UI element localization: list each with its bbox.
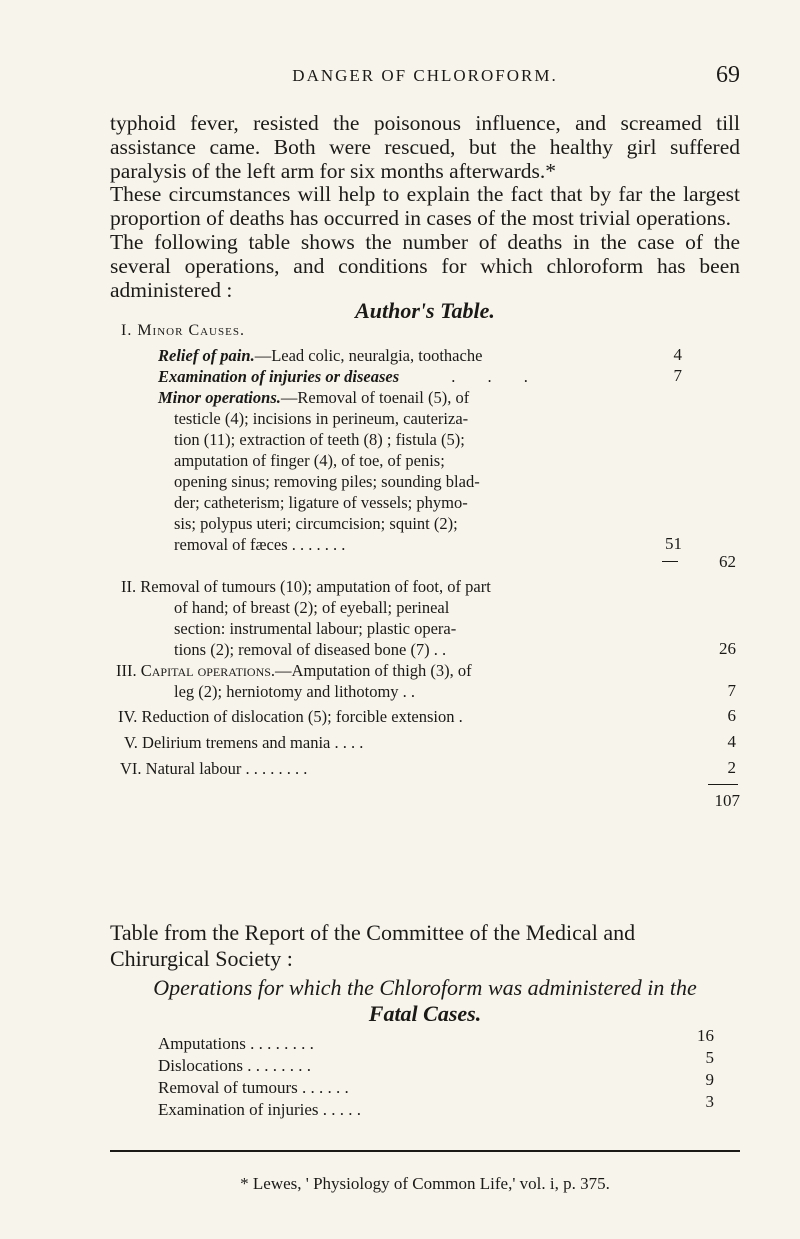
relief-label: Relief of pain. (158, 346, 255, 365)
subtotal-rule (662, 561, 678, 562)
committee-heading-text: Table from the Report of the Committee of the Medical and Chirurgical Society : (110, 920, 636, 971)
section-ii-line-4: tions (2); removal of diseased bone (7) . . (174, 640, 447, 659)
entry-examination (158, 366, 542, 387)
operations-title (110, 975, 740, 1027)
minor-line-2: testicle (4); incisions in perineum, cauteriza- (174, 409, 469, 428)
exam-leader-dots: . . . (451, 367, 542, 386)
minor-line-1: —Removal of toenail (5), of (280, 388, 470, 407)
section-vi-line: VI. Natural labour . . . . . . . . (120, 759, 308, 778)
section-iii-numeral: III. (116, 661, 137, 680)
exam-label: Examination of injuries or diseases (158, 367, 400, 386)
operations-title-line-2: Fatal Cases. (368, 1001, 482, 1026)
exam-count: 7 (673, 366, 682, 385)
subtotal-section-i: 62 (719, 552, 736, 571)
operations-title-line-1: Operations for which the Chloroform was administered in the (153, 975, 697, 1000)
case-value-dislocations: 5 (705, 1048, 714, 1067)
running-title: DANGER OF CHLOROFORM. (292, 66, 558, 85)
minor-count: 51 (665, 534, 682, 553)
section-ii-line-2: of hand; of breast (2); of eyeball; perineal (174, 598, 450, 617)
paragraph-2: These circumstances will help to explain the fact that by far the largest proportion of deaths has occurred in cases of the most trivial operations. (110, 182, 740, 231)
committee-heading (110, 920, 740, 972)
section-i-title: Minor Causes. (137, 322, 245, 339)
section-v-count: 4 (727, 732, 736, 751)
footnote: * Lewes, ' Physiology of Common Life,' vol. i, p. 375. (240, 1174, 610, 1193)
section-i-numeral: I. (121, 322, 133, 339)
total-rule (708, 784, 738, 785)
relief-text: —Lead colic, neuralgia, toothache (254, 346, 483, 365)
section-ii-line-1: II. Removal of tumours (10); amputation of foot, of part (121, 577, 491, 596)
section-iii-text: —Amputation of thigh (3), of (275, 661, 472, 680)
case-row-dislocations: Dislocations . . . . . . . . (158, 1056, 311, 1075)
case-row-amputations: Amputations . . . . . . . . (158, 1034, 314, 1053)
case-row-removal-of-tumours: Removal of tumours . . . . . . (158, 1078, 349, 1097)
section-ii-line-3: section: instrumental labour; plastic opera- (174, 619, 457, 638)
case-value-examination-of-injuries: 3 (705, 1092, 714, 1111)
author-table-title: Author's Table. (355, 298, 495, 323)
minor-line-6: der; catheterism; ligature of vessels; phymo- (174, 493, 468, 512)
entry-relief-of-pain (158, 345, 482, 366)
section-i-heading (121, 322, 245, 340)
minor-line-4: amputation of finger (4), of toe, of penis; (174, 451, 445, 470)
section-iv-count: 6 (727, 706, 736, 725)
entry-minor-operations (158, 387, 469, 408)
footnote-rule (110, 1150, 740, 1152)
minor-line-8: removal of fæces . . . . . . . (174, 535, 346, 554)
section-iii-count: 7 (727, 681, 736, 700)
case-value-removal-of-tumours: 9 (705, 1070, 714, 1089)
minor-line-7: sis; polypus uteri; circumcision; squint (2); (174, 514, 458, 533)
minor-line-3: tion (11); extraction of teeth (8) ; fistula (5); (174, 430, 465, 449)
section-vi-count: 2 (727, 758, 736, 777)
case-row-examination-of-injuries: Examination of injuries . . . . . (158, 1100, 362, 1119)
total-count: 107 (714, 791, 740, 810)
section-iii-line-2: leg (2); herniotomy and lithotomy . . (174, 682, 416, 701)
paragraph-3: The following table shows the number of deaths in the case of the several operations, and conditions for which chloroform has been administered : (110, 229, 740, 302)
section-ii-count: 26 (719, 639, 736, 658)
body-text (110, 112, 740, 302)
section-iv-line: IV. Reduction of dislocation (5); forcible extension . (118, 707, 463, 726)
paragraph-1: typhoid fever, resisted the poisonous influence, and screamed till assistance came. Both were rescued, but the healthy girl suffered paralysis of the left arm for six months afterwards.* (110, 111, 740, 183)
page-number: 69 (716, 62, 740, 88)
section-iii-caps: Capital operations. (140, 661, 276, 680)
case-value-amputations: 16 (697, 1026, 714, 1045)
minor-label: Minor operations. (158, 388, 281, 407)
section-iii-line-1 (116, 660, 472, 681)
relief-count: 4 (673, 345, 682, 364)
minor-line-5: opening sinus; removing piles; sounding blad- (174, 472, 480, 491)
running-head (110, 64, 740, 98)
section-v-line: V. Delirium tremens and mania . . . . (124, 733, 364, 752)
